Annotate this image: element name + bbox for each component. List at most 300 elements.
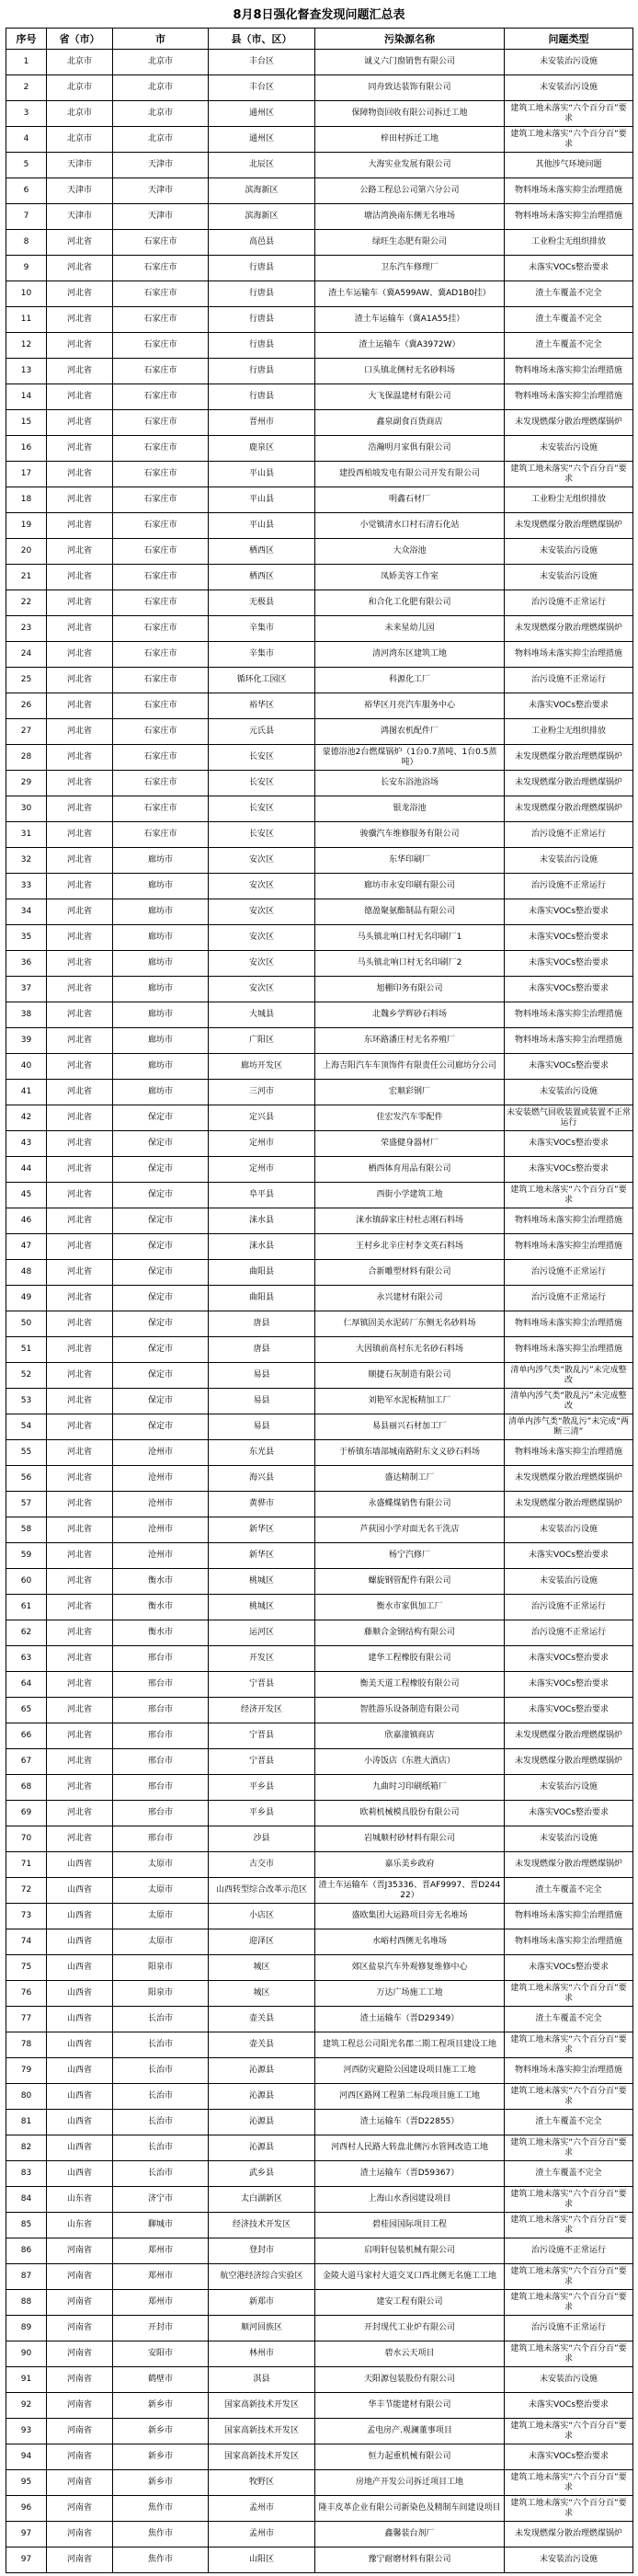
table-row [6, 307, 633, 333]
cell-province: 河北省 [47, 1311, 113, 1337]
cell-index: 17 [6, 462, 47, 487]
cell-province: 河南省 [47, 2419, 113, 2444]
cell-index: 45 [6, 1183, 47, 1208]
cell-city: 新乡市 [113, 2393, 209, 2419]
cell-index: 92 [6, 2393, 47, 2419]
cell-index: 21 [6, 565, 47, 590]
cell-city: 邢台市 [113, 1723, 209, 1749]
cell-source: 于桥镇东墙部城南路附东文义砂石料场 [315, 1440, 505, 1466]
cell-index: 29 [6, 771, 47, 796]
header-cell-province: 省（市） [47, 29, 113, 50]
cell-city: 邢台市 [113, 1698, 209, 1723]
cell-index: 84 [6, 2187, 47, 2213]
cell-index: 4 [6, 127, 47, 153]
cell-issue-type: 渣土车覆盖不完全 [505, 1878, 633, 1904]
cell-source: 鸿图农机配件厂 [315, 719, 505, 745]
cell-source: 涞水镇薛家庄村杜志刚石料场 [315, 1208, 505, 1234]
cell-province: 河北省 [47, 1646, 113, 1672]
cell-source: 郊区盐泉汽车外观修复维修中心 [315, 1955, 505, 1981]
cell-province: 河北省 [47, 307, 113, 333]
cell-province: 河北省 [47, 1260, 113, 1286]
table-row [6, 1981, 633, 2007]
cell-county: 沁源县 [209, 2135, 315, 2161]
table-row [6, 1595, 633, 1620]
cell-county: 经济技术开发区 [209, 2213, 315, 2238]
cell-county: 壶关县 [209, 2007, 315, 2032]
cell-issue-type: 建筑工地未落实“六个百分百”要求 [505, 2290, 633, 2316]
cell-province: 河北省 [47, 899, 113, 925]
cell-issue-type: 未发现燃煤分散治理燃煤锅炉 [505, 616, 633, 642]
cell-issue-type: 未安装治污设施 [505, 2367, 633, 2393]
cell-issue-type: 治污设施不正常运行 [505, 1260, 633, 1286]
table-row [6, 2547, 633, 2573]
table-row [6, 1414, 633, 1440]
cell-source: 旭棚印务有限公司 [315, 977, 505, 1002]
cell-province: 河北省 [47, 1723, 113, 1749]
cell-issue-type: 物料堆场未落实抑尘治理措施 [505, 1208, 633, 1234]
table-row [6, 513, 633, 539]
table-row [6, 796, 633, 822]
cell-province: 河北省 [47, 1389, 113, 1414]
cell-county: 小店区 [209, 1904, 315, 1929]
cell-index: 95 [6, 2470, 47, 2496]
cell-index: 19 [6, 513, 47, 539]
cell-city: 石家庄市 [113, 436, 209, 462]
cell-city: 邢台市 [113, 1646, 209, 1672]
cell-city: 廊坊市 [113, 848, 209, 874]
cell-city: 衡水市 [113, 1620, 209, 1646]
cell-city: 保定市 [113, 1389, 209, 1414]
cell-index: 49 [6, 1286, 47, 1311]
cell-county: 定州市 [209, 1131, 315, 1157]
cell-index: 81 [6, 2110, 47, 2135]
cell-city: 衡水市 [113, 1569, 209, 1595]
cell-county: 古交市 [209, 1852, 315, 1878]
cell-index: 90 [6, 2341, 47, 2367]
cell-source: 渣土运输车（晋D59367） [315, 2161, 505, 2187]
cell-source: 口头镇北侧村无名砂料场 [315, 359, 505, 384]
cell-county: 丰台区 [209, 75, 315, 101]
cell-province: 河南省 [47, 2367, 113, 2393]
cell-province: 山西省 [47, 2084, 113, 2110]
cell-county: 迎泽区 [209, 1929, 315, 1955]
cell-source: 科源化工厂 [315, 668, 505, 693]
table-row [6, 1620, 633, 1646]
cell-index: 88 [6, 2290, 47, 2316]
cell-source: 鑫馨装台剂厂 [315, 2522, 505, 2547]
cell-county: 宁晋县 [209, 1723, 315, 1749]
cell-source: 骏骥汽车维修服务有限公司 [315, 822, 505, 848]
cell-source: 上海吉阳汽车车顶饰件有限责任公司廊坊分公司 [315, 1054, 505, 1080]
cell-issue-type: 物料堆场未落实抑尘治理措施 [505, 204, 633, 230]
cell-source: 永盛蝶煤销售有限公司 [315, 1492, 505, 1517]
cell-county: 易县 [209, 1389, 315, 1414]
cell-issue-type: 治污设施不正常运行 [505, 668, 633, 693]
cell-source: 银龙浴池 [315, 796, 505, 822]
cell-city: 廊坊市 [113, 977, 209, 1002]
cell-city: 石家庄市 [113, 642, 209, 668]
cell-source: 水峪村西侧无名堆场 [315, 1929, 505, 1955]
table-row [6, 75, 633, 101]
cell-source: 明鑫石材厂 [315, 487, 505, 513]
header-cell-source: 污染源名称 [315, 29, 505, 50]
cell-province: 河北省 [47, 1363, 113, 1389]
cell-county: 元氏县 [209, 719, 315, 745]
cell-source: 建安工程有限公司 [315, 2290, 505, 2316]
cell-issue-type: 未发现燃煤分散治理燃煤锅炉 [505, 1749, 633, 1775]
cell-province: 河北省 [47, 1466, 113, 1492]
cell-county: 山阳区 [209, 2547, 315, 2573]
cell-county: 廊坊开发区 [209, 1054, 315, 1080]
cell-index: 36 [6, 951, 47, 977]
cell-province: 河南省 [47, 2496, 113, 2522]
cell-city: 廊坊市 [113, 1002, 209, 1028]
table-row [6, 410, 633, 436]
cell-issue-type: 未安装治污设施 [505, 539, 633, 565]
cell-province: 河南省 [47, 2470, 113, 2496]
cell-province: 河北省 [47, 281, 113, 307]
table-row [6, 565, 633, 590]
cell-issue-type: 渣土车覆盖不完全 [505, 307, 633, 333]
cell-source: 欧莉机械模具股份有限公司 [315, 1801, 505, 1826]
cell-province: 山西省 [47, 2110, 113, 2135]
cell-county: 辛集市 [209, 642, 315, 668]
cell-source: 梓田村拆迁工地 [315, 127, 505, 153]
cell-source: 建投西柏坡发电有限公司开发有限公司 [315, 462, 505, 487]
table-row [6, 1929, 633, 1955]
cell-city: 廊坊市 [113, 925, 209, 951]
cell-issue-type: 未安装治污设施 [505, 565, 633, 590]
cell-index: 13 [6, 359, 47, 384]
cell-index: 28 [6, 745, 47, 771]
cell-province: 山西省 [47, 2007, 113, 2032]
cell-province: 山东省 [47, 2213, 113, 2238]
table-row [6, 2135, 633, 2161]
cell-issue-type: 渣土车覆盖不完全 [505, 333, 633, 359]
cell-source: 宏顺彩钢厂 [315, 1080, 505, 1105]
cell-city: 保定市 [113, 1131, 209, 1157]
cell-province: 河北省 [47, 565, 113, 590]
cell-issue-type: 未落实VOCs整治要求 [505, 2393, 633, 2419]
cell-issue-type: 未落实VOCs整治要求 [505, 693, 633, 719]
table-row [6, 1002, 633, 1028]
cell-city: 长治市 [113, 2135, 209, 2161]
cell-city: 石家庄市 [113, 281, 209, 307]
table-row [6, 822, 633, 848]
table-row [6, 951, 633, 977]
cell-source: 河西防灾避险公园建设项目施工工地 [315, 2058, 505, 2084]
cell-issue-type: 未发现燃煤分散治理燃煤锅炉 [505, 1723, 633, 1749]
cell-index: 94 [6, 2444, 47, 2470]
cell-province: 北京市 [47, 75, 113, 101]
cell-city: 邢台市 [113, 1801, 209, 1826]
cell-index: 25 [6, 668, 47, 693]
cell-issue-type: 建筑工地未落实“六个百分百”要求 [505, 2264, 633, 2290]
cell-city: 石家庄市 [113, 462, 209, 487]
cell-issue-type: 未落实VOCs整治要求 [505, 1157, 633, 1183]
table-row [6, 2007, 633, 2032]
cell-index: 26 [6, 693, 47, 719]
cell-province: 河北省 [47, 1208, 113, 1234]
cell-index: 97 [6, 2547, 47, 2573]
table-row [6, 668, 633, 693]
cell-city: 保定市 [113, 1337, 209, 1363]
cell-source: 碧桂园国际项目工程 [315, 2213, 505, 2238]
cell-province: 河北省 [47, 1620, 113, 1646]
cell-province: 山西省 [47, 2032, 113, 2058]
cell-county: 安次区 [209, 848, 315, 874]
cell-province: 河北省 [47, 719, 113, 745]
cell-source: 荣盛健身器材厂 [315, 1131, 505, 1157]
table-row [6, 2238, 633, 2264]
cell-province: 河北省 [47, 1337, 113, 1363]
table-row [6, 1157, 633, 1183]
cell-source: 上海山水香园建设项目 [315, 2187, 505, 2213]
cell-issue-type: 物料堆场未落实抑尘治理措施 [505, 1904, 633, 1929]
cell-issue-type: 物料堆场未落实抑尘治理措施 [505, 359, 633, 384]
cell-province: 河北省 [47, 977, 113, 1002]
cell-city: 济宁市 [113, 2187, 209, 2213]
cell-issue-type: 未安装治污设施 [505, 1826, 633, 1852]
cell-source: 恒力起重机械有限公司 [315, 2444, 505, 2470]
cell-county: 航空港经济综合实验区 [209, 2264, 315, 2290]
cell-city: 石家庄市 [113, 745, 209, 771]
cell-source: 栖西体育用品有限公司 [315, 1157, 505, 1183]
cell-city: 保定市 [113, 1105, 209, 1131]
cell-county: 孟州市 [209, 2496, 315, 2522]
cell-county: 丰台区 [209, 50, 315, 75]
cell-province: 山西省 [47, 1878, 113, 1904]
cell-issue-type: 工业粉尘无组织排放 [505, 487, 633, 513]
cell-index: 70 [6, 1826, 47, 1852]
table-row [6, 1955, 633, 1981]
cell-index: 44 [6, 1157, 47, 1183]
cell-city: 郑州市 [113, 2264, 209, 2290]
table-row [6, 2367, 633, 2393]
cell-city: 聊城市 [113, 2213, 209, 2238]
cell-issue-type: 清单内涉气类“散乱污”未完成整改 [505, 1363, 633, 1389]
cell-issue-type: 物料堆场未落实抑尘治理措施 [505, 1002, 633, 1028]
cell-province: 河北省 [47, 925, 113, 951]
cell-province: 山西省 [47, 2135, 113, 2161]
cell-issue-type: 物料堆场未落实抑尘治理措施 [505, 178, 633, 204]
table-row [6, 1749, 633, 1775]
cell-index: 48 [6, 1260, 47, 1286]
cell-province: 河北省 [47, 951, 113, 977]
cell-source: 渣土运输车（晋D22855） [315, 2110, 505, 2135]
cell-province: 河南省 [47, 2444, 113, 2470]
cell-city: 廊坊市 [113, 1080, 209, 1105]
cell-source: 同舟致达装饰有限公司 [315, 75, 505, 101]
cell-source: 渣土运输车（晋D29349） [315, 2007, 505, 2032]
cell-county: 定兴县 [209, 1105, 315, 1131]
cell-county: 行唐县 [209, 384, 315, 410]
cell-issue-type: 未落实VOCs整治要求 [505, 1955, 633, 1981]
cell-issue-type: 治污设施不正常运行 [505, 1595, 633, 1620]
cell-index: 96 [6, 2496, 47, 2522]
cell-source: 马头镇北响口村无名印刷厂1 [315, 925, 505, 951]
cell-province: 河南省 [47, 2393, 113, 2419]
table-row [6, 590, 633, 616]
cell-index: 89 [6, 2316, 47, 2341]
cell-index: 93 [6, 2419, 47, 2444]
cell-county: 平乡县 [209, 1801, 315, 1826]
cell-source: 马头镇北响口村无名印刷厂2 [315, 951, 505, 977]
cell-index: 31 [6, 822, 47, 848]
cell-index: 20 [6, 539, 47, 565]
cell-source: 东华印刷厂 [315, 848, 505, 874]
cell-city: 廊坊市 [113, 899, 209, 925]
cell-province: 河北省 [47, 642, 113, 668]
table-row [6, 1260, 633, 1286]
cell-city: 石家庄市 [113, 256, 209, 281]
table-row [6, 153, 633, 178]
cell-issue-type: 工业粉尘无组织排放 [505, 230, 633, 256]
header-cell-issue-type: 问题类型 [505, 29, 633, 50]
cell-province: 河南省 [47, 2264, 113, 2290]
cell-county: 平乡县 [209, 1775, 315, 1801]
cell-issue-type: 未发现燃煤分散治理燃煤锅炉 [505, 1466, 633, 1492]
cell-issue-type: 未安装燃气回收装置或装置不正常运行 [505, 1105, 633, 1131]
cell-city: 长治市 [113, 2007, 209, 2032]
cell-issue-type: 未落实VOCs整治要求 [505, 2444, 633, 2470]
cell-city: 安阳市 [113, 2341, 209, 2367]
cell-city: 北京市 [113, 101, 209, 127]
cell-province: 河北省 [47, 1775, 113, 1801]
cell-province: 河北省 [47, 1492, 113, 1517]
cell-city: 北京市 [113, 75, 209, 101]
cell-issue-type: 未落实VOCs整治要求 [505, 1646, 633, 1672]
cell-index: 27 [6, 719, 47, 745]
cell-issue-type: 未落实VOCs整治要求 [505, 1801, 633, 1826]
cell-county: 安次区 [209, 977, 315, 1002]
table-row [6, 2393, 633, 2419]
cell-source: 盛达精制工厂 [315, 1466, 505, 1492]
table-row [6, 1543, 633, 1569]
table-row [6, 333, 633, 359]
cell-index: 46 [6, 1208, 47, 1234]
cell-source: 嘉乐美乡政府 [315, 1852, 505, 1878]
cell-province: 河北省 [47, 822, 113, 848]
cell-county: 安次区 [209, 951, 315, 977]
cell-index: 5 [6, 153, 47, 178]
cell-county: 桃城区 [209, 1595, 315, 1620]
cell-city: 廊坊市 [113, 874, 209, 899]
cell-issue-type: 建筑工地未落实“六个百分百”要求 [505, 2084, 633, 2110]
table-row [6, 874, 633, 899]
cell-city: 石家庄市 [113, 539, 209, 565]
table-body [6, 50, 633, 2573]
cell-county: 宁晋县 [209, 1749, 315, 1775]
cell-source: 杨宁汽修厂 [315, 1543, 505, 1569]
table-row [6, 2316, 633, 2341]
cell-province: 河北省 [47, 333, 113, 359]
cell-province: 河北省 [47, 384, 113, 410]
cell-source: 王村乡北辛庄村李文英石料场 [315, 1234, 505, 1260]
table-row [6, 1054, 633, 1080]
cell-county: 长安区 [209, 745, 315, 771]
cell-source: 启明轩包装机械有限公司 [315, 2238, 505, 2264]
cell-index: 9 [6, 256, 47, 281]
cell-issue-type: 工业粉尘无组织排放 [505, 719, 633, 745]
cell-source: 隆丰皮革企业有限公司新染色及精制车间建设项目 [315, 2496, 505, 2522]
cell-county: 东光县 [209, 1440, 315, 1466]
cell-city: 石家庄市 [113, 487, 209, 513]
cell-county: 长安区 [209, 796, 315, 822]
cell-province: 河北省 [47, 1157, 113, 1183]
cell-county: 三河市 [209, 1080, 315, 1105]
cell-city: 天津市 [113, 178, 209, 204]
cell-issue-type: 物料堆场未落实抑尘治理措施 [505, 1337, 633, 1363]
cell-issue-type: 未安装治污设施 [505, 1775, 633, 1801]
cell-province: 河北省 [47, 1672, 113, 1698]
cell-index: 60 [6, 1569, 47, 1595]
cell-source: 开封现代工业炉有限公司 [315, 2316, 505, 2341]
cell-province: 河北省 [47, 436, 113, 462]
cell-city: 太原市 [113, 1878, 209, 1904]
table-row [6, 1852, 633, 1878]
cell-issue-type: 未发现燃煤分散治理燃煤锅炉 [505, 796, 633, 822]
cell-index: 24 [6, 642, 47, 668]
table-row [6, 436, 633, 462]
cell-index: 7 [6, 204, 47, 230]
cell-city: 保定市 [113, 1260, 209, 1286]
cell-index: 6 [6, 178, 47, 204]
cell-city: 焦作市 [113, 2522, 209, 2547]
cell-source: 卫东汽车修理厂 [315, 256, 505, 281]
cell-index: 14 [6, 384, 47, 410]
table-row [6, 693, 633, 719]
cell-source: 诚义六门窗销售有限公司 [315, 50, 505, 75]
cell-city: 石家庄市 [113, 590, 209, 616]
cell-source: 小涛饭店（东胜大酒店） [315, 1749, 505, 1775]
cell-index: 3 [6, 101, 47, 127]
cell-province: 河北省 [47, 1105, 113, 1131]
cell-issue-type: 未发现燃煤分散治理燃煤锅炉 [505, 745, 633, 771]
cell-county: 裕华区 [209, 693, 315, 719]
cell-province: 天津市 [47, 153, 113, 178]
table-row [6, 1878, 633, 1904]
cell-city: 保定市 [113, 1414, 209, 1440]
cell-source: 河西区路网工程第二标段项目施工工地 [315, 2084, 505, 2110]
cell-county: 长安区 [209, 771, 315, 796]
header-cell-county: 县（市、区） [209, 29, 315, 50]
cell-issue-type: 未落实VOCs整治要求 [505, 1054, 633, 1080]
cell-province: 河北省 [47, 1826, 113, 1852]
cell-index: 41 [6, 1080, 47, 1105]
cell-county: 大城县 [209, 1002, 315, 1028]
cell-index: 1 [6, 50, 47, 75]
table-row [6, 1337, 633, 1363]
table-row [6, 719, 633, 745]
cell-source: 鑫泉副食百货商店 [315, 410, 505, 436]
cell-county: 北辰区 [209, 153, 315, 178]
cell-county: 滨海新区 [209, 178, 315, 204]
cell-index: 71 [6, 1852, 47, 1878]
cell-city: 长治市 [113, 2110, 209, 2135]
cell-city: 石家庄市 [113, 359, 209, 384]
cell-province: 北京市 [47, 101, 113, 127]
cell-index: 22 [6, 590, 47, 616]
table-row [6, 1080, 633, 1105]
table-row [6, 101, 633, 127]
cell-city: 石家庄市 [113, 616, 209, 642]
cell-province: 河北省 [47, 745, 113, 771]
cell-city: 北京市 [113, 127, 209, 153]
cell-source: 大因镇前高村东无名砂石料场 [315, 1337, 505, 1363]
cell-province: 河北省 [47, 668, 113, 693]
table-row [6, 281, 633, 307]
